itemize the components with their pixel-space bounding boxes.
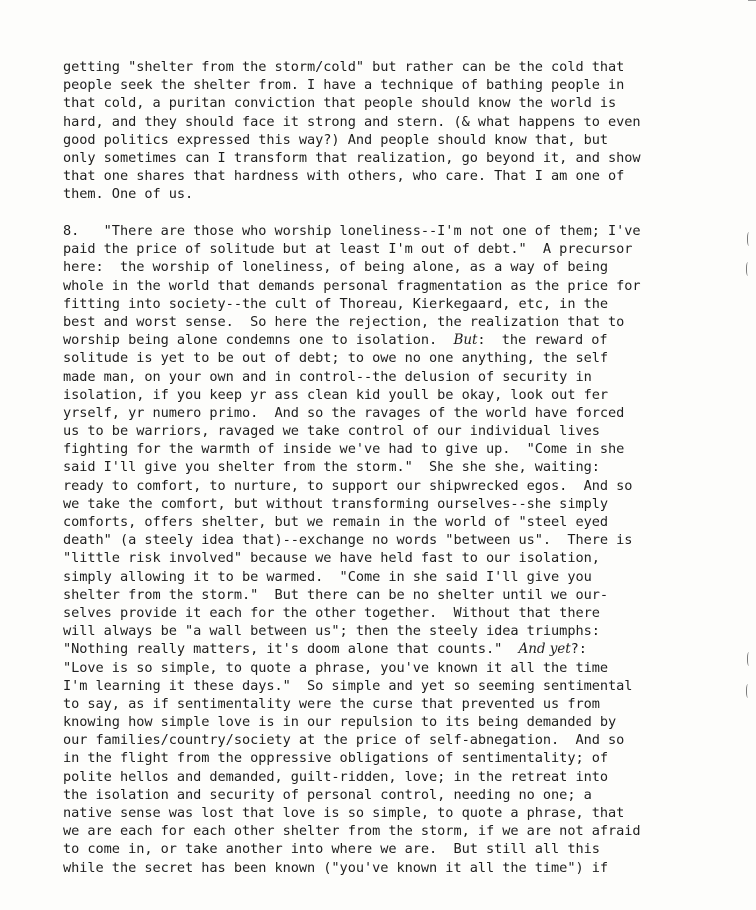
- text-line: ready to comfort, to nurture, to support our shipwrecked egos. And so: [63, 477, 633, 494]
- text-line: fitting into society--the cult of Thoreau, Kierkegaard, etc, in the: [63, 295, 608, 312]
- text-line: selves provide it each for the other together. Without that there: [63, 604, 600, 621]
- text-line: simply allowing it to be warmed. "Come in she said I'll give you: [63, 568, 592, 585]
- text-line: to come in, or take another into where we are. But still all this: [63, 841, 600, 858]
- text-line: paid the price of solitude but at least I'm out of debt." A precursor: [63, 241, 633, 258]
- text-line-with-italic: [63, 640, 713, 658]
- paragraph-2: [63, 222, 713, 877]
- text-line: polite hellos and demanded, guilt-ridden, love; in the retreat into: [63, 768, 608, 785]
- margin-scan-mark: [746, 684, 751, 698]
- text-line: the isolation and security of personal control, needing no one; a: [63, 786, 592, 803]
- text-line: whole in the world that demands personal fragmentation as the price for: [63, 277, 641, 294]
- text-line: death" (a steely idea that)--exchange no words "between us". There is: [63, 532, 633, 549]
- text-line: while the secret has been known ("you've known it all the time") if: [63, 859, 608, 876]
- text-line: only sometimes can I transform that realization, go beyond it, and show: [63, 149, 641, 166]
- corner-scan-mark: [748, 0, 756, 1]
- margin-scan-mark: [747, 232, 752, 246]
- text-line: "little risk involved" because we have held fast to our isolation,: [63, 550, 600, 567]
- text-line: good politics expressed this way?) And people should know that, but: [63, 131, 608, 148]
- text-line: isolation, if you keep yr ass clean kid youll be okay, look out fer: [63, 386, 608, 403]
- text-line: best and worst sense. So here the rejection, the realization that to: [63, 313, 625, 330]
- text-line-with-italic: [63, 331, 713, 349]
- text-line: getting "shelter from the storm/cold" but rather can be the cold that: [63, 59, 625, 75]
- text-line: that cold, a puritan conviction that people should know the world is: [63, 95, 617, 112]
- italic-and-yet: And yet: [518, 641, 571, 658]
- text-line: here: the worship of loneliness, of being alone, as a way of being: [63, 259, 608, 276]
- text-line: us to be warriors, ravaged we take control of our individual lives: [63, 423, 600, 440]
- text-segment: worship being alone condemns one to isolation.: [63, 332, 454, 349]
- margin-scan-mark: [747, 652, 752, 666]
- text-line: we are each for each other shelter from the storm, if we are not afraid: [63, 823, 641, 840]
- paragraph-1: [63, 58, 713, 204]
- text-line: 8. "There are those who worship loneliness--I'm not one of them; I've: [63, 223, 641, 239]
- text-segment: "Nothing really matters, it's doom alone that counts.": [63, 641, 519, 658]
- text-line: native sense was lost that love is so simple, to quote a phrase, that: [63, 805, 625, 821]
- italic-but: But: [453, 332, 478, 349]
- text-line: in the flight from the oppressive obligations of sentimentality; of: [63, 750, 608, 767]
- text-line: shelter from the storm." But there can be no shelter until we our-: [63, 586, 608, 603]
- text-line: that one shares that hardness with others, who care. That I am one of: [63, 168, 625, 185]
- text-segment: : the reward of: [477, 332, 608, 349]
- text-line: people seek the shelter from. I have a technique of bathing people in: [63, 77, 625, 94]
- text-line: them. One of us.: [63, 186, 194, 203]
- text-line: I'm learning it these days." So simple and yet so seeming sentimental: [63, 677, 633, 694]
- text-segment: ?:: [570, 641, 587, 658]
- text-line: "Love is so simple, to quote a phrase, you've known it all the time: [63, 659, 608, 676]
- text-line: our families/country/society at the price of self-abnegation. And so: [63, 732, 625, 749]
- text-line: knowing how simple love is in our repulsion to its being demanded by: [63, 714, 617, 731]
- text-line: will always be "a wall between us"; then the steely idea triumphs:: [63, 623, 600, 640]
- text-line: we take the comfort, but without transforming ourselves--she simply: [63, 495, 608, 512]
- text-line: hard, and they should face it strong and stern. (& what happens to even: [63, 113, 641, 130]
- text-line: yrself, yr numero primo. And so the ravages of the world have forced: [63, 404, 625, 421]
- margin-scan-mark: [746, 262, 751, 276]
- text-line: solitude is yet to be out of debt; to owe no one anything, the self: [63, 350, 608, 367]
- text-line: to say, as if sentimentality were the curse that prevented us from: [63, 695, 600, 712]
- text-line: said I'll give you shelter from the storm." She she she, waiting:: [63, 459, 600, 476]
- text-line: made man, on your own and in control--the delusion of security in: [63, 368, 592, 385]
- text-line: comforts, offers shelter, but we remain in the world of "steel eyed: [63, 514, 608, 530]
- text-line: fighting for the warmth of inside we've had to give up. "Come in she: [63, 441, 625, 458]
